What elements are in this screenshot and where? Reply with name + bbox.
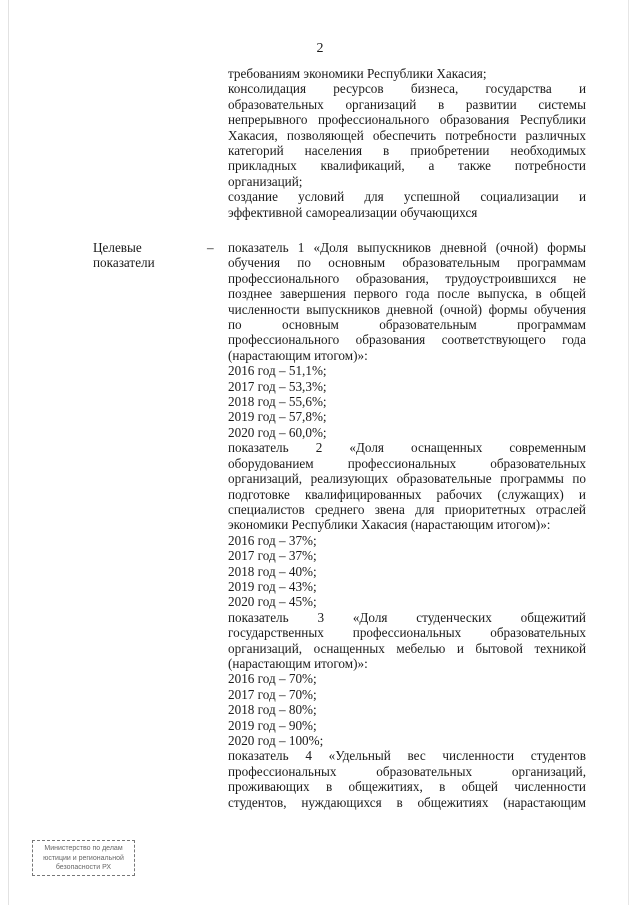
text-line: 2019 год – 43%;	[228, 578, 317, 594]
text-line: оборудованием профессиональных образовательных	[228, 455, 586, 471]
stamp-line: Министерство по делам	[44, 845, 123, 852]
text-line: профессионального образования соответствующего года	[228, 332, 586, 348]
text-line: эффективной самореализации обучающихся	[228, 204, 478, 220]
text-line: 2016 год – 37%;	[228, 532, 317, 548]
text-line: Хакасия, позволяющей обеспечить потребности различных	[228, 127, 586, 143]
text-line: 2016 год – 70%;	[228, 671, 317, 687]
text-line: 2020 год – 45%;	[228, 594, 317, 610]
text-line: показатель 4 «Удельный вес численности студентов	[228, 748, 586, 764]
text-line: (нарастающим итогом)»:	[228, 655, 368, 671]
scan-edge-left	[8, 0, 9, 905]
section-label-line: Целевые	[93, 240, 142, 255]
text-line: 2019 год – 57,8%;	[228, 409, 327, 425]
text-line: экономики Республики Хакасия (нарастающим итогом)»:	[228, 517, 551, 533]
text-line: позднее завершения первого года после выпуска, в общей	[228, 286, 586, 302]
text-line: специалистов среднего звена для приоритетных отраслей	[228, 501, 586, 517]
stamp-line: безопасности РХ	[55, 864, 112, 871]
text-line: требованиям экономики Республики Хакасия;	[228, 66, 487, 81]
scan-edge-right	[628, 0, 629, 905]
goals-continuation	[228, 66, 586, 220]
text-line: прикладных квалификаций, а также потребности	[228, 158, 586, 174]
text-line: профессионального образования, трудоустроившихся не	[228, 270, 586, 286]
text-line: 2016 год – 51,1%;	[228, 363, 327, 379]
text-line: обучения по основным образовательным программам	[228, 255, 586, 271]
text-line: показатель 3 «Доля студенческих общежитий	[228, 609, 586, 625]
text-line: по основным образовательным программам	[228, 317, 586, 333]
text-line: государственных профессиональных образовательных	[228, 625, 586, 641]
text-line: профессиональных образовательных организаций,	[228, 763, 586, 779]
text-line: 2017 год – 70%;	[228, 686, 317, 702]
section-label-line: показатели	[93, 255, 155, 271]
text-line: организаций, реализующих образовательные программы по	[228, 471, 586, 487]
text-line: непрерывного профессионального образования Республики	[228, 112, 586, 128]
text-line: (нарастающим итогом)»:	[228, 347, 368, 363]
registration-stamp	[32, 840, 135, 876]
text-line: категорий населения в приобретении необходимых	[228, 143, 586, 159]
page-number: 2	[316, 41, 324, 56]
text-line: 2018 год – 40%;	[228, 563, 317, 579]
text-line: 2018 год – 55,6%;	[228, 394, 327, 410]
target-indicators-text	[228, 240, 586, 810]
text-line: 2019 год – 90%;	[228, 717, 317, 733]
text-line: создание условий для успешной социализации и	[228, 189, 586, 205]
text-line: показатель 1 «Доля выпускников дневной (очной) формы	[228, 240, 586, 255]
text-line: 2018 год – 80%;	[228, 702, 317, 718]
text-line: численности выпускников дневной (очной) формы обучения	[228, 301, 586, 317]
text-line: проживающих в общежитиях, в общей численности	[228, 779, 586, 795]
text-line: образовательных организаций в развитии системы	[228, 96, 586, 112]
text-line: 2017 год – 37%;	[228, 548, 317, 564]
text-line: организаций, оснащенных мебелью и бытовой техникой	[228, 640, 586, 656]
text-line: 2017 год – 53,3%;	[228, 378, 327, 394]
text-line: показатель 2 «Доля оснащенных современным	[228, 440, 586, 456]
text-line: подготовке квалифицированных рабочих (служащих) и	[228, 486, 586, 502]
text-line: консолидация ресурсов бизнеса, государства и	[228, 81, 586, 97]
text-line: студентов, нуждающихся в общежитиях (нарастающим	[228, 794, 586, 810]
stamp-line: юстиции и региональной	[43, 854, 124, 862]
section-dash: –	[207, 240, 214, 255]
text-line: организаций;	[228, 173, 303, 189]
section-label-target-indicators	[93, 240, 155, 271]
text-line: 2020 год – 100%;	[228, 733, 324, 748]
text-line: 2020 год – 60,0%;	[228, 424, 327, 440]
